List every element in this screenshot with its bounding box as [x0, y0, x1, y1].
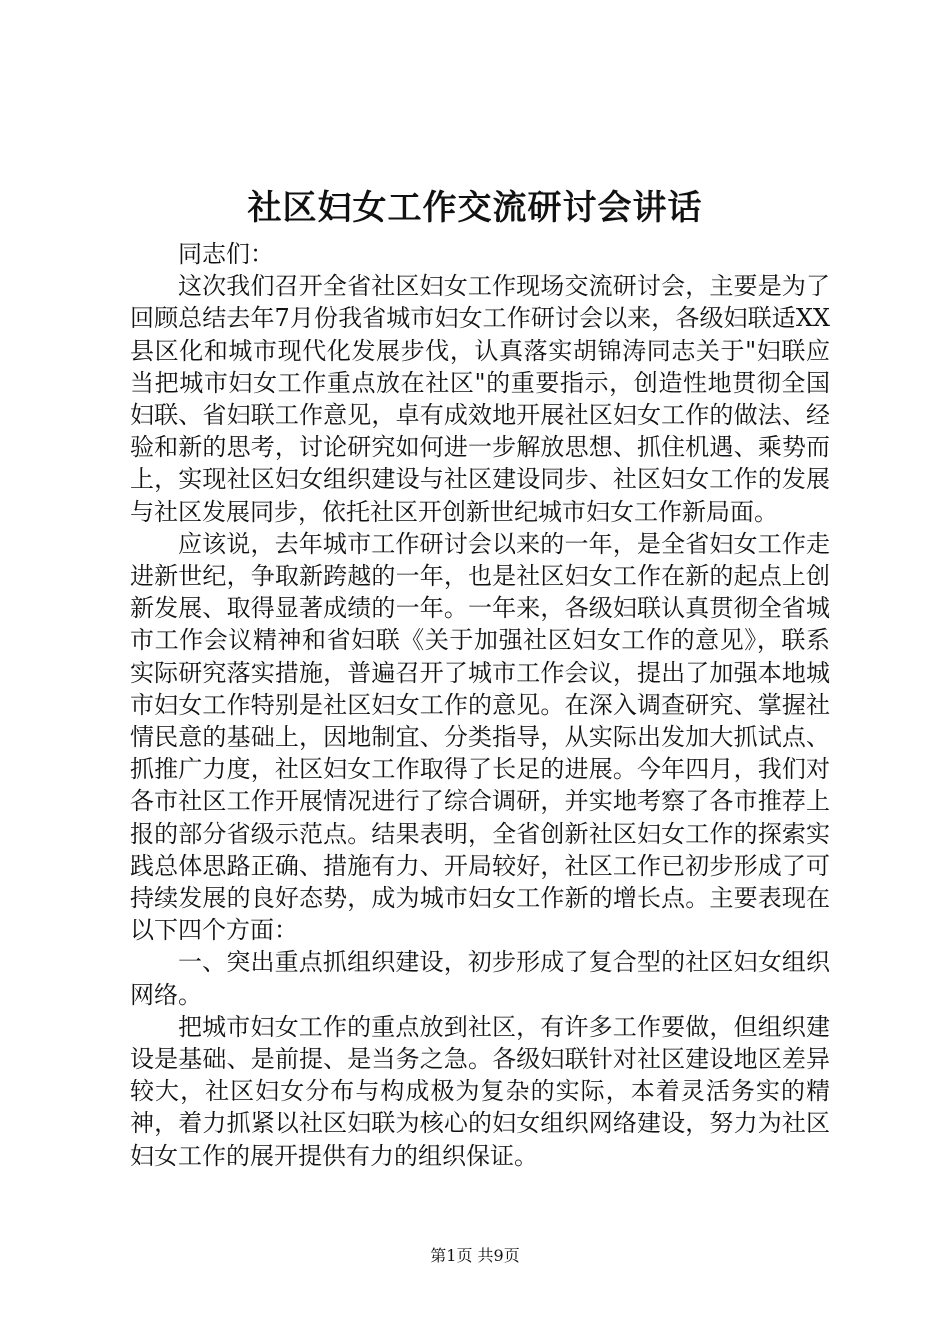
document-title: 社区妇女工作交流研讨会讲话	[247, 188, 703, 228]
paragraph: 把城市妇女工作的重点放到社区，有许多工作要做，但组织建设是基础、是前提、是当务之急。各级妇联针对社区建设地区差异较大，社区妇女分布与构成极为复杂的实际，本着灵活务实的精神，着力抓紧以社区妇联为核心的妇女组织网络建设，努力为社区妇女工作的展开提供有力的组织保证。	[130, 1012, 830, 1170]
document-body	[130, 238, 830, 1172]
page-number-footer: 第1页 共9页	[430, 1246, 520, 1265]
salutation: 同志们：	[178, 240, 274, 268]
section-heading: 一、突出重点抓组织建设，初步形成了复合型的社区妇女组织网络。	[130, 948, 830, 1009]
paragraph: 应该说，去年城市工作研讨会以来的一年，是全省妇女工作走进新世纪，争取新跨越的一年，也是社区妇女工作在新的起点上创新发展、取得显著成绩的一年。一年来，各级妇联认真贯彻全省城市工作会议精神和省妇联《关于加强社区妇女工作的意见》，联系实际研究落实措施，普遍召开了城市工作会议，提出了加强本地城市妇女工作特别是社区妇女工作的意见。在深入调查研究、掌握社情民意的基础上，因地制宜、分类指导，从实际出发加大抓试点、抓推广力度，社区妇女工作取得了长足的进展。今年四月，我们对各市社区工作开展情况进行了综合调研，并实地考察了各市推荐上报的部分省级示范点。结果表明，全省创新社区妇女工作的探索实践总体思路正确、措施有力、开局较好，社区工作已初步形成了可持续发展的良好态势，成为城市妇女工作新的增长点。主要表现在以下四个方面：	[130, 529, 830, 945]
paragraph: 这次我们召开全省社区妇女工作现场交流研讨会，主要是为了回顾总结去年7月份我省城市妇女工作研讨会以来，各级妇联适XX县区化和城市现代化发展步伐，认真落实胡锦涛同志关于"妇联应当把城市妇女工作重点放在社区"的重要指示，创造性地贯彻全国妇联、省妇联工作意见，卓有成效地开展社区妇女工作的做法、经验和新的思考，讨论研究如何进一步解放思想、抓住机遇、乘势而上，实现社区妇女组织建设与社区建设同步、社区妇女工作的发展与社区发展同步，依托社区开创新世纪城市妇女工作新局面。	[130, 272, 830, 526]
